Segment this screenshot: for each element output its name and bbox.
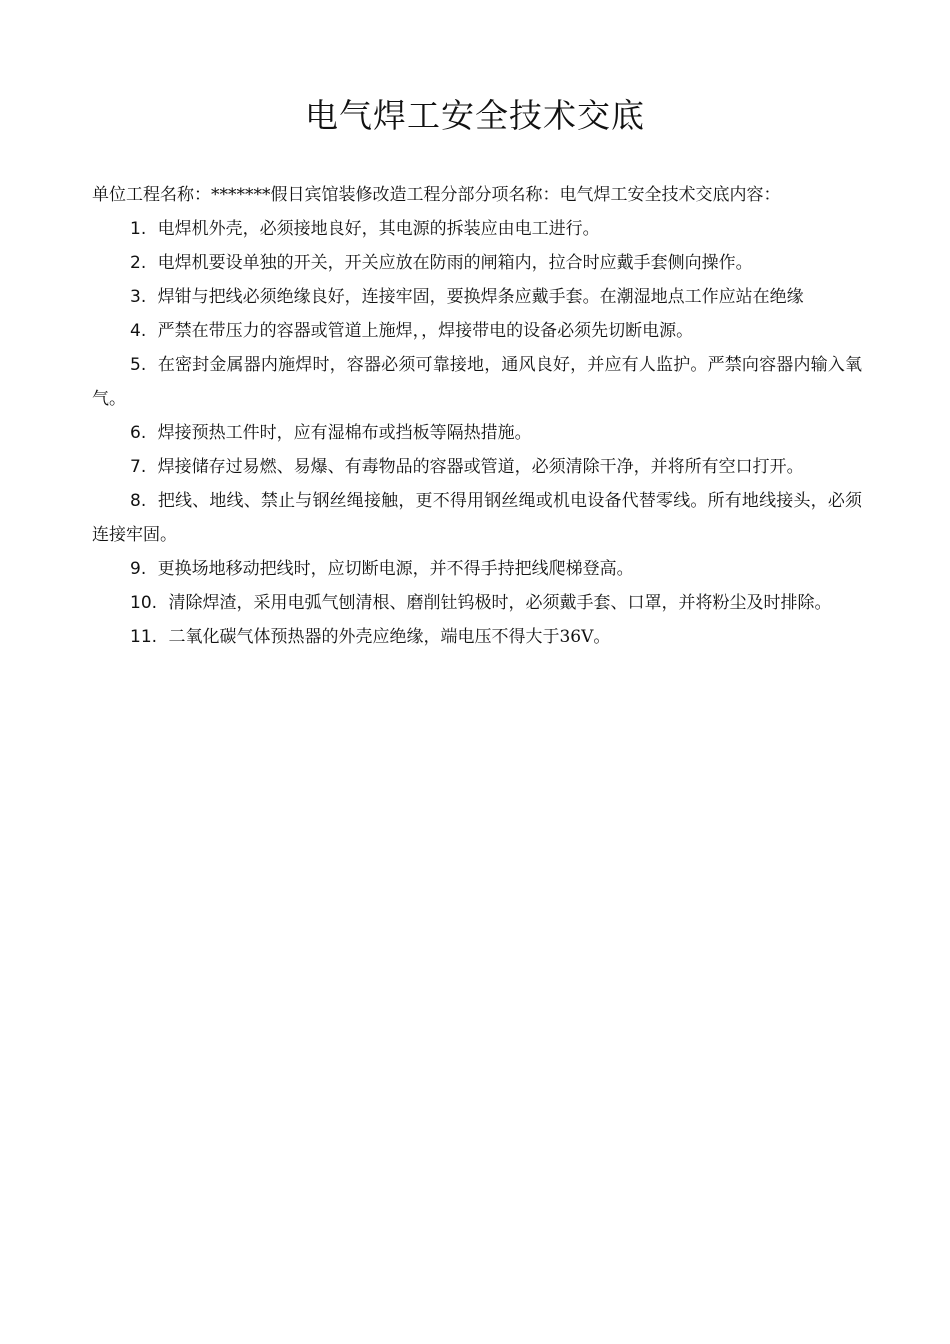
item-number: 7. (130, 457, 147, 477)
document-title: 电气焊工安全技术交底 (305, 96, 645, 135)
item-text: 把线、地线、禁止与钢丝绳接触，更不得用钢丝绳或机电设备代替零线。所有地线接头，必须连接牢固。 (92, 491, 863, 545)
item-text: 严禁在带压力的容器或管道上施焊，，焊接带电的设备必须先切断电源。 (157, 321, 694, 341)
item-number: 5. (130, 355, 147, 375)
list-item (92, 348, 862, 416)
list-item (92, 246, 862, 280)
item-text: 二氧化碳气体预热器的外壳应绝缘，端电压不得大于36V。 (168, 627, 611, 647)
item-text: 焊钳与把线必须绝缘良好，连接牢固，要换焊条应戴手套。在潮湿地点工作应站在绝缘 (157, 287, 804, 307)
item-number: 8. (130, 491, 147, 511)
item-text: 焊接预热工件时，应有湿棉布或挡板等隔热措施。 (157, 423, 532, 443)
item-number: 1. (130, 219, 147, 239)
list-item (92, 416, 862, 450)
item-number: 6. (130, 423, 147, 443)
item-number: 11. (130, 627, 158, 647)
item-text: 电焊机外壳，必须接地良好，其电源的拆装应由电工进行。 (157, 219, 600, 239)
list-item (92, 552, 862, 586)
item-number: 2. (130, 253, 147, 273)
list-item (92, 212, 862, 246)
list-item (92, 620, 862, 654)
item-text: 电焊机要设单独的开关，开关应放在防雨的闸箱内，拉合时应戴手套侧向操作。 (157, 253, 753, 273)
item-text: 焊接储存过易燃、易爆、有毒物品的容器或管道，必须清除干净，并将所有空口打开。 (157, 457, 804, 477)
safety-item-list (92, 212, 862, 654)
item-text: 更换场地移动把线时，应切断电源，并不得手持把线爬梯登高。 (157, 559, 634, 579)
item-number: 9. (130, 559, 147, 579)
list-item (92, 280, 862, 314)
item-text: 清除焊渣，采用电弧气刨清根、磨削钍钨极时，必须戴手套、口罩，并将粉尘及时排除。 (168, 593, 832, 613)
project-info-line: 单位工程名称：*******假日宾馆装修改造工程分部分项名称：电气焊工安全技术交底内容： (92, 185, 781, 205)
item-number: 3. (130, 287, 147, 307)
item-number: 10. (130, 593, 158, 613)
list-item (92, 484, 862, 552)
item-text: 在密封金属器内施焊时，容器必须可靠接地，通风良好，并应有人监护。严禁向容器内输入氧气。 (92, 355, 863, 409)
list-item (92, 586, 862, 620)
document-body (92, 178, 862, 654)
list-item (92, 450, 862, 484)
item-number: 4. (130, 321, 147, 341)
list-item (92, 314, 862, 348)
